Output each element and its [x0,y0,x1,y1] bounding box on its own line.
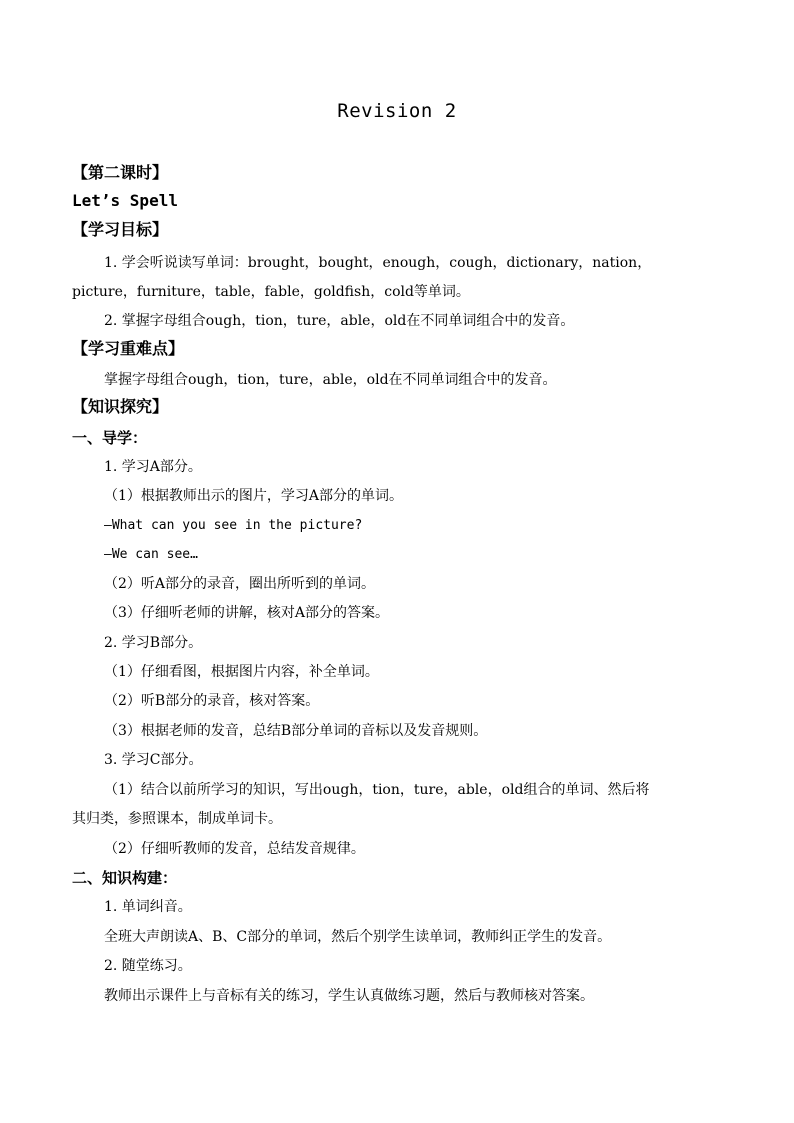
part-b-step-2: （2）听B部分的录音，核对答案。 [104,693,320,709]
key-points-heading: 【学习重难点】 [72,339,185,358]
part-c-title: 3. 学习C部分。 [104,752,203,768]
key-points-text: 掌握字母组合ough，tion，ture，able，old在不同单词组合中的发音。 [104,372,557,388]
part-a-title: 1. 学习A部分。 [104,459,202,475]
exploration-heading: 【知识探究】 [72,397,169,416]
part2-item-2-title: 2. 随堂练习。 [104,958,192,974]
goals-heading: 【学习目标】 [72,220,169,239]
part-c-step-1-line-1: （1）结合以前所学习的知识，写出ough，tion，ture，able，old组合的单词、然后将 [104,782,650,798]
part-a-step-3: （3）仔细听老师的讲解，核对A部分的答案。 [104,605,390,621]
part2-heading: 二、知识构建： [72,869,178,887]
lesson-name: Let’s Spell [72,191,178,210]
goal-item-2: 2. 掌握字母组合ough，tion，ture，able，old在不同单词组合中的发音。 [104,313,575,329]
part-a-step-1: （1）根据教师出示的图片，学习A部分的单词。 [104,488,404,504]
goal-item-1-line-2: picture，furniture，table，fable，goldfish，cold等单词。 [72,284,470,300]
lesson-label: 【第二课时】 [72,163,169,182]
part-c-step-2: （2）仔细听教师的发音，总结发音规律。 [104,841,365,857]
dialog-answer: —We can see… [104,547,198,562]
part-c-step-1-line-2: 其归类，参照课本，制成单词卡。 [72,811,282,827]
part-b-title: 2. 学习B部分。 [104,635,203,651]
document-title: Revision 2 [337,100,457,122]
goal-item-1-line-1: 1. 学会听说读写单词：brought，bought，enough，cough，dictionary，nation， [104,255,652,271]
part2-item-2-text: 教师出示课件上与音标有关的练习，学生认真做练习题，然后与教师核对答案。 [104,988,594,1004]
part-b-step-1: （1）仔细看图，根据图片内容，补全单词。 [104,664,379,680]
part-a-step-2: （2）听A部分的录音，圈出所听到的单词。 [104,576,376,592]
dialog-question: —What can you see in the picture? [104,518,363,533]
part2-item-1-text: 全班大声朗读A、B、C部分的单词，然后个别学生读单词，教师纠正学生的发音。 [104,929,612,945]
part2-item-1-title: 1. 单词纠音。 [104,899,192,915]
part-b-step-3: （3）根据老师的发音，总结B部分单词的音标以及发音规则。 [104,723,488,739]
part1-heading: 一、导学： [72,429,148,447]
